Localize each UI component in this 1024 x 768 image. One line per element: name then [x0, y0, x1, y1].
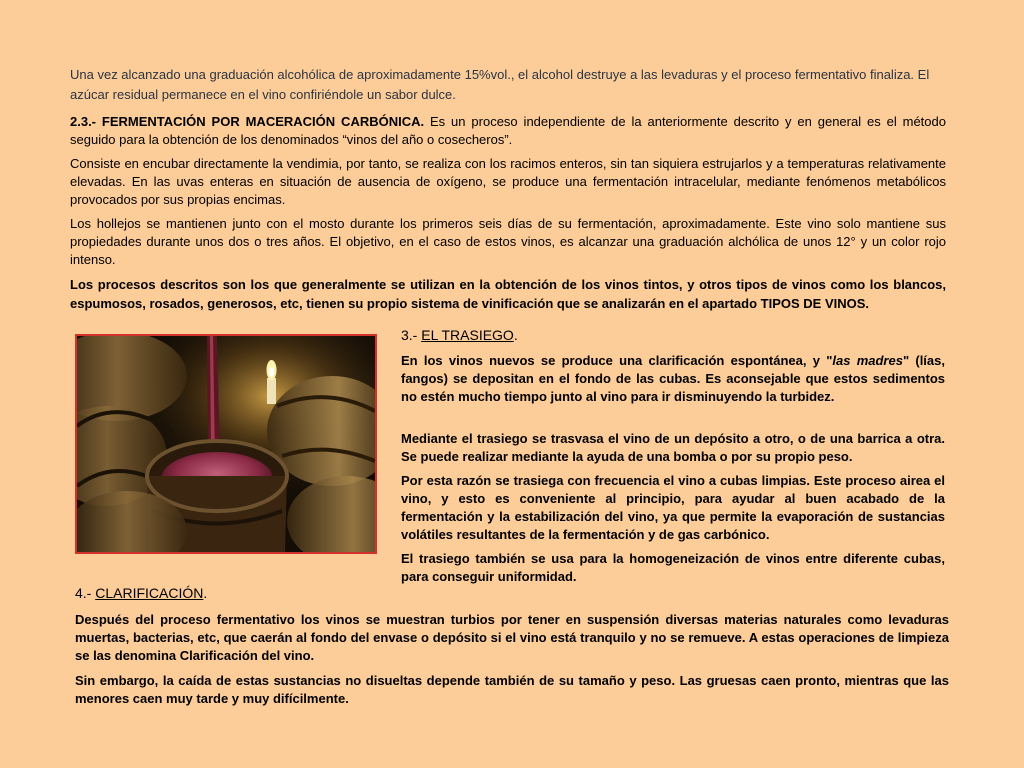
trasiego-paragraph-1 [401, 352, 945, 406]
maceracion-paragraph-2: Consiste en encubar directamente la vendimia, por tanto, se realiza con los racimos enteros, sin tan siquiera estrujarlos y a temperaturas relativamente elevadas. En las uvas enteras en situación de ausencia de oxígeno, se produce una fermentación intracelular, mediante fenómenos metabólicos provocados por sus propias encimas. [70, 156, 946, 207]
maceracion-paragraph [70, 113, 946, 149]
trasiego-paragraph-2: Mediante el trasiego se trasvasa el vino de un depósito a otro, o de una barrica a otra. Se puede realizar mediante la ayuda de una bomba o por su propio peso. [401, 431, 945, 464]
trasiego-p1-after: " (lías, fangos) se depositan en el fondo de las cubas. Es aconsejable que estos sedimentos no estén mucho tiempo junto al vino para ir disminuyendo la turbidez. [401, 353, 945, 404]
trasiego-p1-before: En los vinos nuevos se produce una clarificación espontánea, y " [401, 353, 833, 368]
clarificacion-title: CLARIFICACIÓN [95, 585, 204, 601]
maceracion-paragraph-3: Los hollejos se mantienen junto con el mosto durante los primeros seis días de su fermentación, aproximadamente. Este vino solo mantiene sus propiedades durante unos dos o tres años. El objetivo, en el caso de estos vinos, es alcanzar una graduación alchólica de unos 12° y un color rojo intenso. [70, 216, 946, 267]
trasiego-heading [401, 325, 518, 345]
maceracion-lead: Es un proceso independiente de la anteriormente descrito y en general es el método seguido para la obtención de los denominados “vinos del año o cosecheros”. [70, 114, 946, 147]
clarificacion-paragraph-2: Sin embargo, la caída de estas sustancias no disueltas depende también de su tamaño y peso. Las gruesas caen pronto, mientras que las menores caen muy tarde y muy difícilmente. [75, 673, 949, 706]
clarificacion-heading [75, 583, 207, 603]
trasiego-p1-italic: las madres [832, 353, 903, 368]
intro-paragraph: Una vez alcanzado una graduación alcohólica de aproximadamente 15%vol., el alcohol destruye a las levaduras y el proceso fermentativo finaliza. El azúcar residual permanece en el vino confiriéndole un sabor dulce. [70, 67, 930, 102]
clarificacion-number: 4.- [75, 585, 96, 601]
wine-racking-photo [75, 334, 377, 554]
trasiego-title: EL TRASIEGO [421, 327, 514, 343]
clarificacion-paragraph-1: Después del proceso fermentativo los vinos se muestran turbios por tener en suspensión diversas materias naturales como levaduras muertas, bacterias, etc, que caerán al fondo del envase o depósito si el vino está tranquilo y no se remueve. A estas operaciones de limpieza se las denomina Clarificación del vino. [75, 612, 949, 663]
trasiego-number: 3.- [401, 327, 422, 343]
trasiego-paragraph-4: El trasiego también se usa para la homogeneización de vinos entre diferente cubas, para conseguir uniformidad. [401, 551, 945, 584]
clarificacion-title-end: . [203, 585, 208, 601]
maceracion-heading: 2.3.- FERMENTACIÓN POR MACERACIÓN CARBÓNICA. [70, 114, 425, 129]
trasiego-title-end: . [513, 327, 518, 343]
trasiego-paragraph-3: Por esta razón se trasiega con frecuencia el vino a cubas limpias. Este proceso airea el vino, y esto es conveniente al principio, para ayudar al buen acabado de la fermentación y la estabilización del vino, ya que permite la evaporación de sustancias volátiles resultantes de la fermentación y de gas carbónico. [401, 473, 945, 542]
maceracion-summary: Los procesos descritos son los que generalmente se utilizan en la obtención de los vinos tintos, y otros tipos de vinos como los blancos, espumosos, rosados, generosos, etc, tienen su propio sistema de vinificación que se analizarán en el apartado TIPOS DE VINOS. [70, 277, 946, 311]
